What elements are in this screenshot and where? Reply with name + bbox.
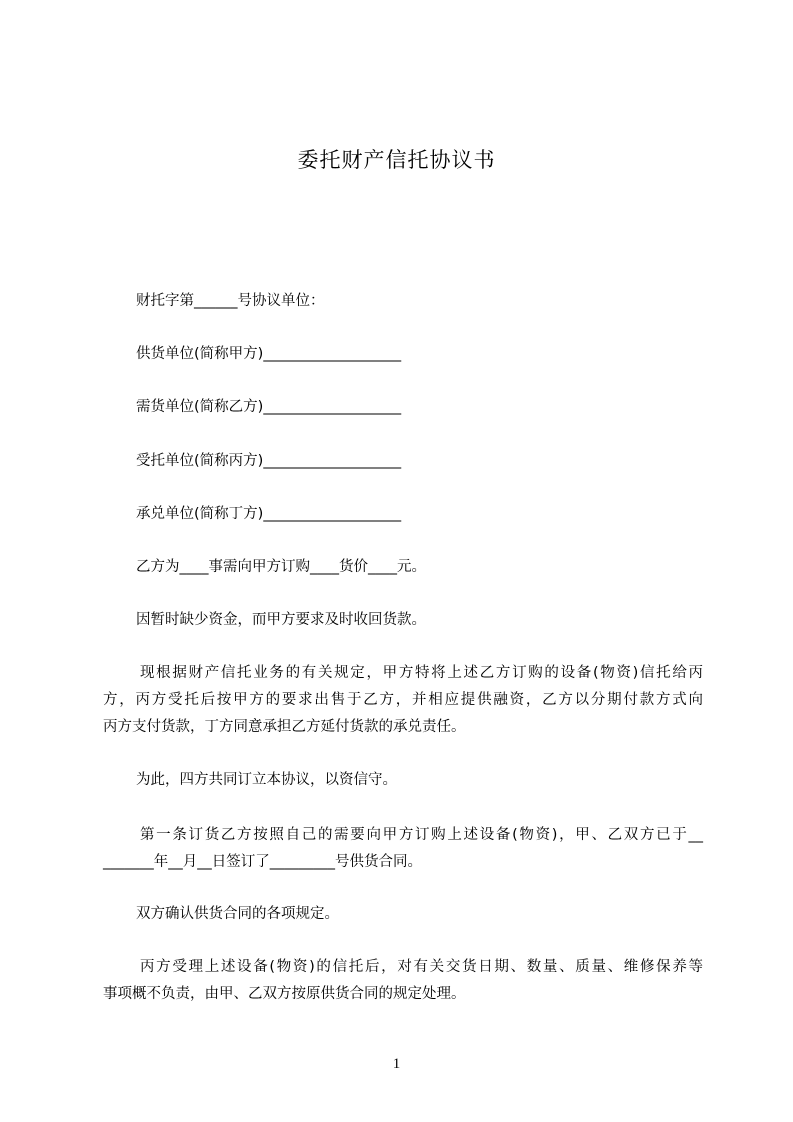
paragraph-line: 丙方支付货款，丁方同意承担乙方延付货款的承兑责任。 [103,719,466,735]
party-a-line: 供货单位(简称甲方)___________________ [136,346,402,362]
paragraph-line: _______年__月__日签订了_________号供货合同。 [103,854,422,870]
article-one-paragraph [103,822,703,876]
page-number: 1 [392,1056,401,1072]
paragraph-line: 第一条订货乙方按照自己的需要向甲方订购上述设备(物资)，甲、乙双方已于__ [140,827,703,843]
paragraph-line: 方，丙方受托后按甲方的要求出售于乙方，并相应提供融资，乙方以分期付款方式向 [103,692,703,708]
party-c-line: 受托单位(简称丙方)___________________ [136,453,402,469]
paragraph-line: 现根据财产信托业务的有关规定，甲方特将上述乙方订购的设备(物资)信托给丙 [140,665,703,681]
party-b-line: 需货单位(简称乙方)___________________ [136,399,402,415]
document-title: 委托财产信托协议书 [297,148,496,172]
trust-paragraph [103,660,703,741]
therefore-line: 为此，四方共同订立本协议，以资信守。 [136,772,397,788]
purchase-line: 乙方为____事需向甲方订购____货价____元。 [136,559,426,575]
paragraph-line: 事项概不负责，由甲、乙双方按原供货合同的规定处理。 [103,986,466,1002]
party-d-line: 承兑单位(简称丁方)___________________ [136,506,402,522]
confirm-line: 双方确认供货合同的各项规定。 [136,906,339,922]
fund-shortage-line: 因暂时缺少资金，而甲方要求及时收回货款。 [136,612,426,628]
agreement-number-line: 财托字第______号协议单位： [136,293,325,309]
paragraph-line: 丙方受理上述设备(物资)的信托后，对有关交货日期、数量、质量、维修保养等 [140,959,703,975]
trust-disclaimer-paragraph [103,954,703,1008]
